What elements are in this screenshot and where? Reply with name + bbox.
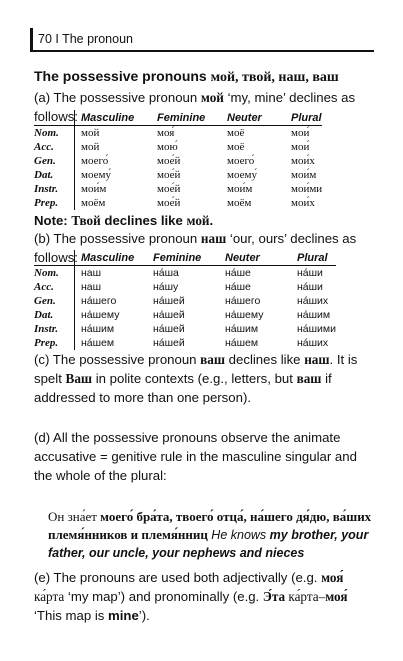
para-e-word4: ка́рта– [285,589,326,604]
example-gloss-bold: my brother, your father, our uncle, your nephews and nieces [48,528,369,560]
case-label: Nom. [34,126,75,141]
table-row [34,280,336,294]
declension-table-moi [34,110,322,210]
para-e-word5: моя́ [325,589,348,604]
table-cell: наш [81,267,102,279]
example-gloss-start: He knows [207,528,270,542]
para-b-text2: ‘our, ours’ declines as follows: [34,231,357,265]
table-cell: мое́й [157,183,181,195]
note-word2: мой [186,213,210,228]
table-cell: на́шем [81,337,115,349]
para-c-word3: Ваш [65,371,93,386]
case-label: Acc. [34,280,75,294]
para-c-word4: ваш [296,371,322,386]
table-cell: на́шим [297,309,331,321]
example-ru-start: Он зна́ет [48,509,101,524]
table-row [34,294,336,308]
section-title [34,68,339,86]
table-cell: на́шем [225,337,259,349]
para-c-text2: declines like [225,352,305,367]
table-cell: мои́ [291,141,310,153]
table-cell: на́шего [81,295,117,307]
table-cell: моя́ [157,127,175,139]
para-e-word6: mine [108,608,139,623]
para-c-text1: (c) The possessive pronoun [34,352,201,367]
para-e-word1: моя́ [321,570,344,585]
table-cell: на́ших [297,337,329,349]
table-cell: мои́х [291,155,315,167]
table-cell: на́ши [297,267,323,279]
table-cell: наш [81,281,102,293]
table-row [34,196,322,210]
table-cell: мою́ [157,141,178,153]
para-e-word2: ка́рта [34,589,65,604]
table-cell: на́шему [225,309,264,321]
col-header: Plural [285,110,322,126]
table-row [34,168,322,182]
case-label: Gen. [34,154,75,168]
para-a-text1: (a) The possessive pronoun [34,90,201,105]
example-sentence [48,508,374,562]
case-label: Acc. [34,140,75,154]
col-header: Neuter [221,110,285,126]
table-header-row [34,250,336,266]
paragraph-d: (d) All the possessive pronouns observe the animate accusative = genitive rule in the masculine singular and the whole of the plural: [34,430,357,483]
table-cell: моему́ [81,169,111,181]
case-label: Instr. [34,182,75,196]
table-cell: моего́ [81,155,109,167]
table-cell: на́ша [153,267,179,279]
case-label: Dat. [34,168,75,182]
paragraph-e [34,568,374,625]
table-cell: на́шу [153,281,179,293]
table-cell: мои́м [81,183,107,195]
para-c-text3: . It is spelt [34,352,358,386]
para-e-word3: Э́та [262,589,286,604]
note-line [34,211,374,230]
para-b-word: наш [200,231,227,246]
declension-table-nash [34,250,336,350]
table-cell: на́шего [225,295,261,307]
table-cell: на́шему [81,309,120,321]
case-label: Gen. [34,294,75,308]
paragraph-c [34,350,374,407]
table-cell: на́шей [153,323,185,335]
table-cell: моё [227,127,245,139]
table-cell: мое́й [157,169,181,181]
table-cell: на́шим [81,323,115,335]
table-cell: мое́й [157,155,181,167]
col-header: Masculine [75,110,152,126]
page-number-section: 70 I The pronoun [38,32,133,46]
table-corner [34,250,75,266]
note-label: Note: [34,213,72,228]
page-header [30,28,374,52]
table-header-row [34,110,322,126]
table-cell: на́шей [153,337,185,349]
table-cell: мои́ми [291,183,323,195]
table-row [34,126,322,141]
table-row [34,266,336,281]
table-row [34,308,336,322]
para-c-word2: наш [304,352,330,367]
table-cell: моё [227,141,245,153]
table-cell: мои́ [291,127,310,139]
table-cell: мои́х [291,197,315,209]
col-header: Feminine [151,110,221,126]
para-a-text2: ‘my, mine’ declines as follows: [34,90,356,124]
case-label: Nom. [34,266,75,281]
col-header: Masculine [75,250,148,266]
table-cell: моём [227,197,252,209]
case-label: Dat. [34,308,75,322]
para-a-word: мой [200,90,224,105]
table-cell: моего́ [227,155,255,167]
table-cell: моём [81,197,106,209]
para-c-text4: in polite contexts (e.g., letters, but [92,371,297,386]
table-row [34,336,336,350]
table-row [34,140,322,154]
table-cell: на́ши [297,281,323,293]
para-e-text2: ‘my map’) and pronominally (e.g. [64,589,263,604]
table-corner [34,110,75,126]
example-ru-bold: моего́ бра́та, твоего́ отца́, на́шего дя́дю, ва́ших племя́нников и племя́нниц [48,509,372,542]
para-c-text5: if addressed to more than one person). [34,371,332,405]
col-header: Plural [291,250,336,266]
table-cell: мой [81,127,100,139]
table-cell: моему́ [227,169,257,181]
para-e-text4: ’). [138,608,150,623]
title-prefix: The possessive pronouns [34,68,211,84]
note-middle: declines like [100,213,187,228]
case-label: Instr. [34,322,75,336]
table-cell: на́ших [297,295,329,307]
table-row [34,322,336,336]
table-cell: мой [81,141,100,153]
table-cell: на́ше [225,267,251,279]
table-cell: на́ше [225,281,251,293]
table-cell: на́шим [225,323,259,335]
note-end: . [209,213,214,228]
table-cell: на́шей [153,295,185,307]
title-words: мой, твой, наш, ваш [210,70,339,85]
para-b-text1: (b) The possessive pronoun [34,231,201,246]
table-row [34,182,322,196]
table-cell: мое́й [157,197,181,209]
table-cell: на́шими [297,323,337,335]
col-header: Neuter [219,250,291,266]
case-label: Prep. [34,196,75,210]
col-header: Feminine [147,250,219,266]
para-c-word1: ваш [200,352,226,367]
para-e-text1: (e) The pronouns are used both adjectivally (e.g. [34,570,322,585]
case-label: Prep. [34,336,75,350]
table-cell: на́шей [153,309,185,321]
table-cell: мои́м [291,169,317,181]
header-bar [30,28,33,50]
table-cell: мои́м [227,183,253,195]
note-word1: Твой [71,213,101,228]
para-e-text3: ‘This map is [34,608,109,623]
table-row [34,154,322,168]
